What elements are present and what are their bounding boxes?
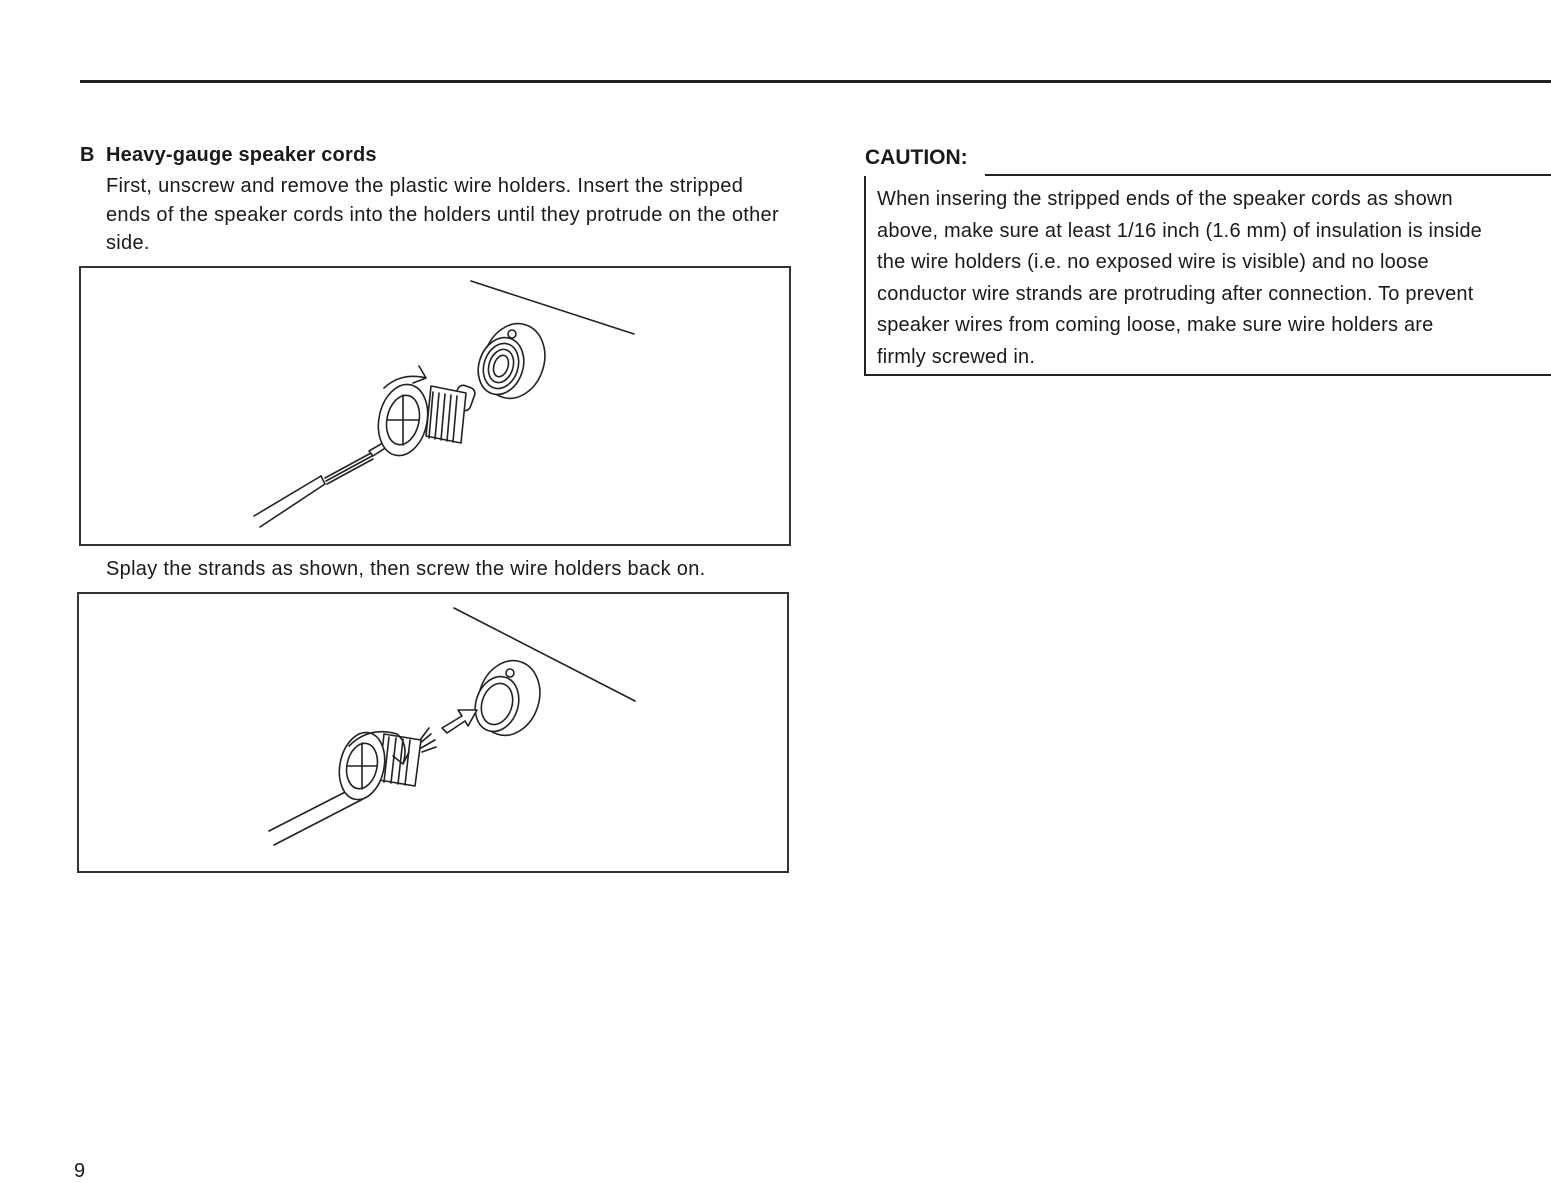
binding-post-knob-icon [372,366,477,460]
instruction-insert-cords: First, unscrew and remove the plastic wire holders. Insert the stripped ends of the speaker cords into the holders until they protrude on the other side. [106,175,779,254]
push-arrow-icon [442,710,477,733]
top-rule [80,80,1551,83]
section-heading [80,144,377,167]
caution-text: When insering the stripped ends of the speaker cords as shown above, make sure at least 1/16 inch (1.6 mm) of insulation is inside the wire holders (i.e. no exposed wire is visible) and no loose conductor wire strands are protruding after connection. To prevent speaker wires from coming loose, make sure wire holders are firmly screwed in. [877,188,1483,368]
instruction-splay-strands: Splay the strands as shown, then screw the wire holders back on. [106,558,706,580]
cable-outline [254,476,321,516]
caution-title: CAUTION: [865,146,968,169]
figure-screw-back [77,592,789,873]
binding-post-knob-icon [333,728,421,804]
section-title: Heavy-gauge speaker cords [106,144,377,166]
panel-edge-line [471,281,634,334]
illustration-screw-back [79,594,787,871]
wire-holder-cap-icon [468,653,549,744]
wire-holder-cap-icon [471,316,554,407]
illustration-insert-wire [81,268,789,544]
page-number: 9 [74,1160,86,1182]
figure-insert-wire [79,266,791,546]
section-marker: B [80,144,95,166]
